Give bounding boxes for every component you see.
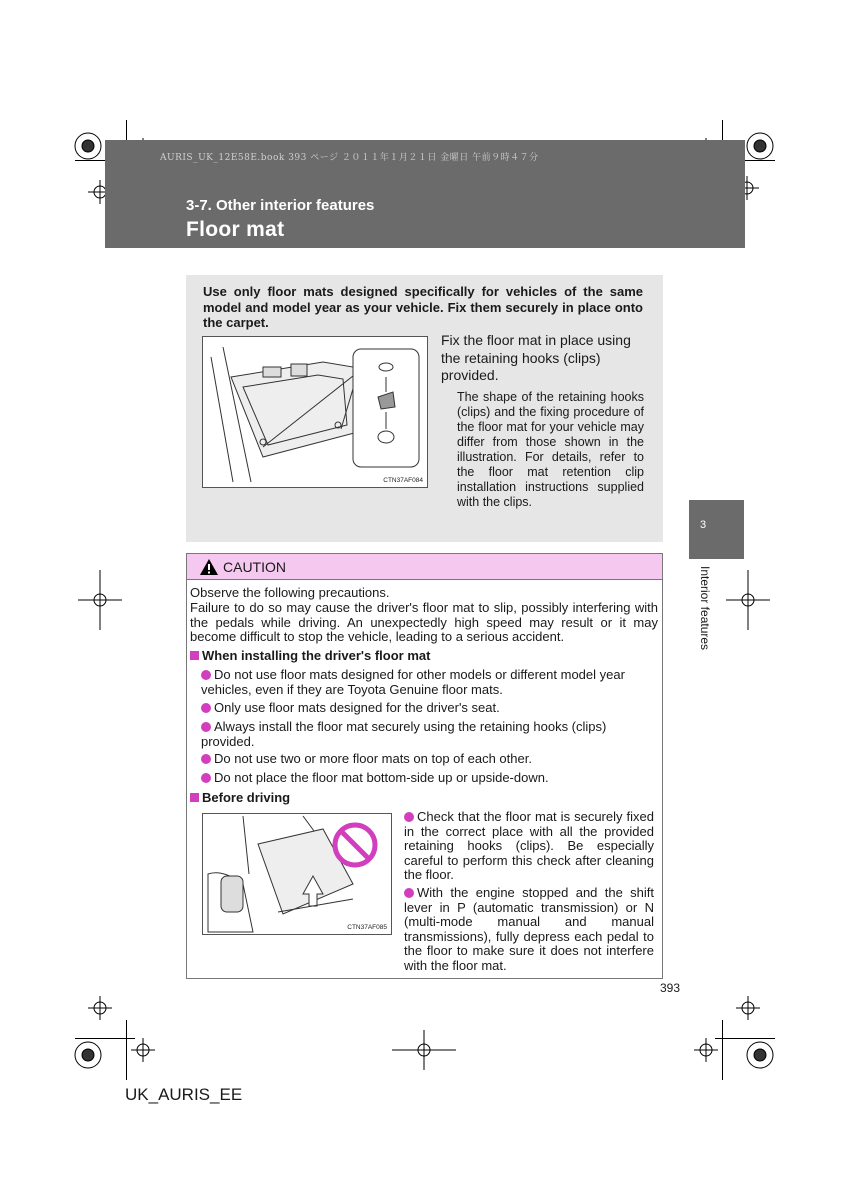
chapter-title: Interior features — [698, 566, 712, 651]
page-title: Floor mat — [186, 218, 285, 241]
bullet-icon — [404, 888, 414, 898]
section-heading-before-driving: Before driving — [190, 791, 290, 806]
section-label: 3-7. Other interior features — [186, 197, 375, 214]
pedal-illustration — [202, 813, 392, 935]
shape-note: The shape of the retaining hooks (clips) and the fixing procedure of the floor mat for your vehicle may differ from those shown in the illustration. For details, refer to the floor mat retention clip installation instructions supplied with the clips. — [457, 390, 644, 509]
list-item: Always install the floor mat securely using the retaining hooks (clips) provided. — [201, 719, 607, 749]
list-item: Only use floor mats designed for the driver's seat. — [201, 701, 659, 716]
pedal-clearance-drawing — [203, 814, 391, 934]
page-number: 393 — [660, 981, 681, 995]
caution-intro: Observe the following precautions. — [190, 585, 390, 600]
floor-mat-hooks-drawing — [203, 337, 427, 487]
section-heading-installing: When installing the driver's floor mat — [190, 649, 430, 664]
fix-instruction: Fix the floor mat in place using the retaining hooks (clips) provided. — [441, 332, 631, 383]
bullet-icon — [201, 670, 211, 680]
list-item: Do not place the floor mat bottom-side up or upside-down. — [201, 771, 659, 786]
list-item: Do not use floor mats designed for other models or different model year vehicles, even if they are Toyota Genuine floor mats. — [201, 667, 625, 697]
floor-mat-illustration — [202, 336, 428, 488]
figure-code: CTN37AF084 — [383, 477, 423, 484]
caution-body: Failure to do so may cause the driver's floor mat to slip, possibly interfering with the pedals while driving. An unexpectedly high speed may result or it may become difficult to stop the vehicle, leading to a serious accident. — [190, 600, 658, 644]
bullet-icon — [201, 754, 211, 764]
list-item: With the engine stopped and the shift lever in P (automatic transmission) or N (multi-mode manual and manual transmissions), fully depress each pedal to the floor to make sure it does not interfere with the floor mat. — [404, 885, 654, 973]
print-info-line: AURIS_UK_12E58E.book 393 ページ ２０１１年１月２１日 金曜日 午前９時４７分 — [160, 153, 539, 163]
warning-icon — [199, 558, 219, 576]
square-bullet-icon — [190, 651, 199, 660]
figure-code: CTN37AF085 — [347, 924, 387, 931]
chapter-tab — [689, 500, 744, 559]
caution-label: CAUTION — [223, 559, 286, 575]
intro-text: Use only floor mats designed specifically for vehicles of the same model and model year as your vehicle. Fix them securely in place onto the carpet. — [203, 284, 643, 330]
square-bullet-icon — [190, 793, 199, 802]
bullet-icon — [201, 703, 211, 713]
bullet-icon — [201, 722, 211, 732]
document-code: UK_AURIS_EE — [125, 1085, 243, 1104]
list-item: Do not use two or more floor mats on top of each other. — [201, 752, 659, 767]
chapter-number: 3 — [700, 519, 707, 531]
bullet-icon — [404, 812, 414, 822]
list-item: Check that the floor mat is securely fixed in the correct place with all the provided retaining hooks (clips). Be especially careful to perform this check after cleaning the floor. — [404, 809, 654, 882]
bullet-icon — [201, 773, 211, 783]
